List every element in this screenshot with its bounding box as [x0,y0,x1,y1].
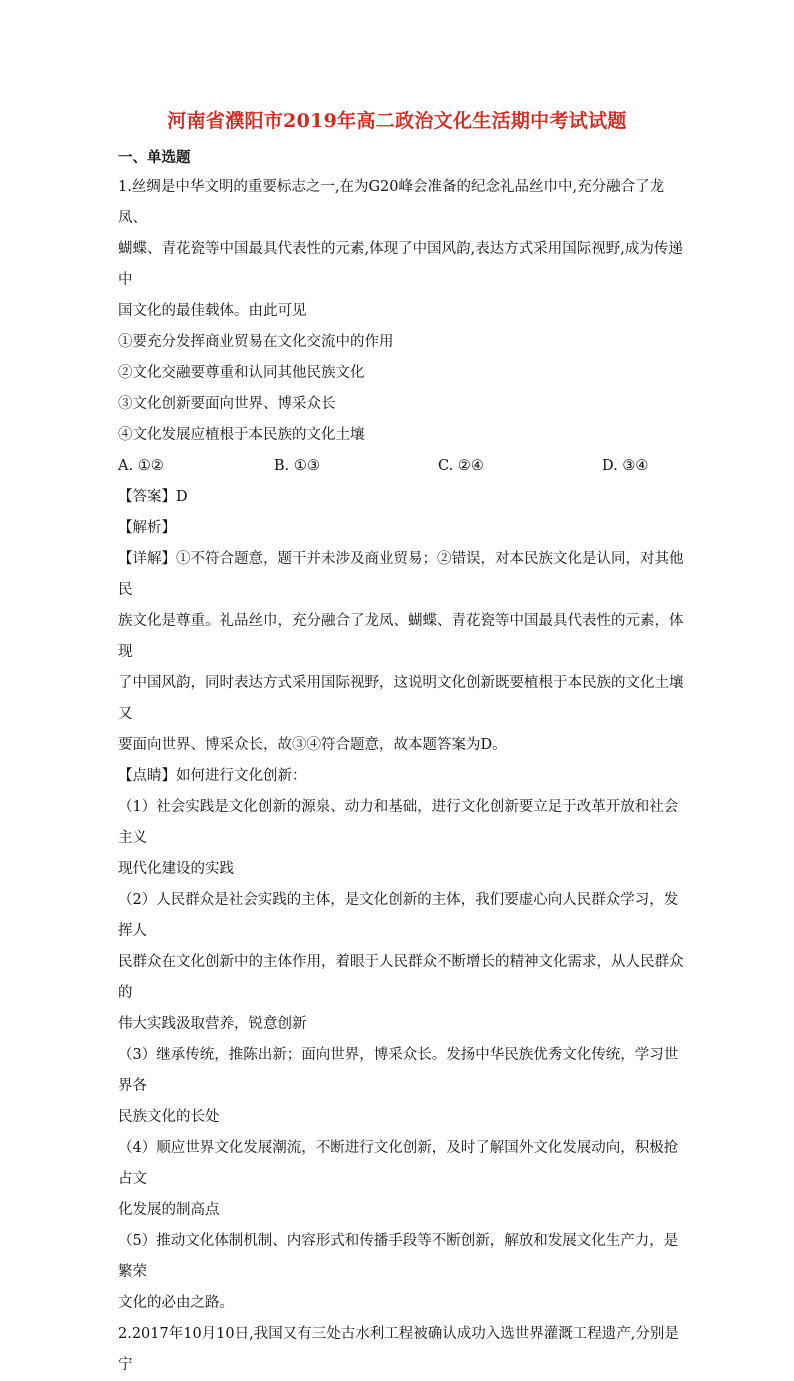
tip-point-line: （3）继承传统，推陈出新；面向世界，博采众长。发扬中华民族优秀文化传统，学习世界各 [118,1047,679,1094]
document-body [118,172,684,1381]
answer-options [118,451,684,482]
detail-label: 【详解】 [118,551,176,567]
tip-label: 【点睛】 [118,768,176,784]
document-title: 河南省濮阳市2019年高二政治文化生活期中考试试题 [167,110,627,132]
question-1-stem-line: 蝴蝶、青花瓷等中国最具代表性的元素,体现了中国风韵,表达方式采用国际视野,成为传递中 [118,241,683,288]
tip-point-line: 伟大实践汲取营养，锐意创新 [118,1016,307,1032]
detail-line: 了中国风韵，同时表达方式采用国际视野，这说明文化创新既要植根于本民族的文化土壤又 [118,675,684,722]
statement-3: ③文化创新要面向世界、博采众长 [118,396,336,412]
tip-point-line: 现代化建设的实践 [118,861,234,877]
detail-line: 族文化是尊重。礼品丝巾，充分融合了龙凤、蝴蝶、青花瓷等中国最具代表性的元素，体现 [118,613,684,660]
answer-label: 【答案】 [118,489,176,505]
section-heading: 一、单选题 [118,149,191,166]
statement-1: ①要充分发挥商业贸易在文化交流中的作用 [118,334,394,350]
question-1-stem-line: 1.丝绸是中华文明的重要标志之一,在为G20峰会准备的纪念礼品丝巾中,充分融合了龙凤、 [118,179,665,226]
detail-line: 要面向世界、博采众长，故③④符合题意，故本题答案为D。 [118,737,507,753]
tip-line [118,761,684,792]
tip-point-line: （2）人民群众是社会实践的主体，是文化创新的主体，我们要虚心向人民群众学习，发挥人 [118,892,679,939]
analysis-label: 【解析】 [118,520,176,536]
option-b: B. ①③ [274,458,320,474]
tip-point-line: 化发展的制高点 [118,1202,220,1218]
tip-point-line: （4）顺应世界文化发展潮流，不断进行文化创新，及时了解国外文化发展动向，积极抢占文 [118,1140,679,1187]
detail-line [118,544,684,606]
tip-point-line: （5）推动文化体制机制、内容形式和传播手段等不断创新，解放和发展文化生产力，是繁荣 [118,1233,679,1280]
tip-point-line: 民群众在文化创新中的主体作用，着眼于人民群众不断增长的精神文化需求，从人民群众的 [118,954,684,1001]
tip-point-line: 文化的必由之路。 [118,1295,234,1311]
option-d: D. ③④ [602,458,649,474]
tip-point-line: （1）社会实践是文化创新的源泉、动力和基础，进行文化创新要立足于改革开放和社会主义 [118,799,679,846]
statement-4: ④文化发展应植根于本民族的文化土壤 [118,427,365,443]
tip-point-line: 民族文化的长处 [118,1109,220,1125]
question-1-stem-line: 国文化的最佳载体。由此可见 [118,303,307,319]
answer-line [118,482,684,513]
option-a: A. ①② [118,458,164,474]
tip-intro: 如何进行文化创新： [176,768,307,784]
option-c: C. ②④ [438,458,484,474]
answer-value: D [176,489,188,505]
question-2-stem-line: 2.2017年10月10日,我国又有三处古水利工程被确认成功入选世界灌溉工程遗产,分别是宁 [118,1326,679,1373]
statement-2: ②文化交融要尊重和认同其他民族文化 [118,365,365,381]
detail-text: ①不符合题意，题干并未涉及商业贸易；②错误，对本民族文化是认同，对其他民 [118,551,684,598]
